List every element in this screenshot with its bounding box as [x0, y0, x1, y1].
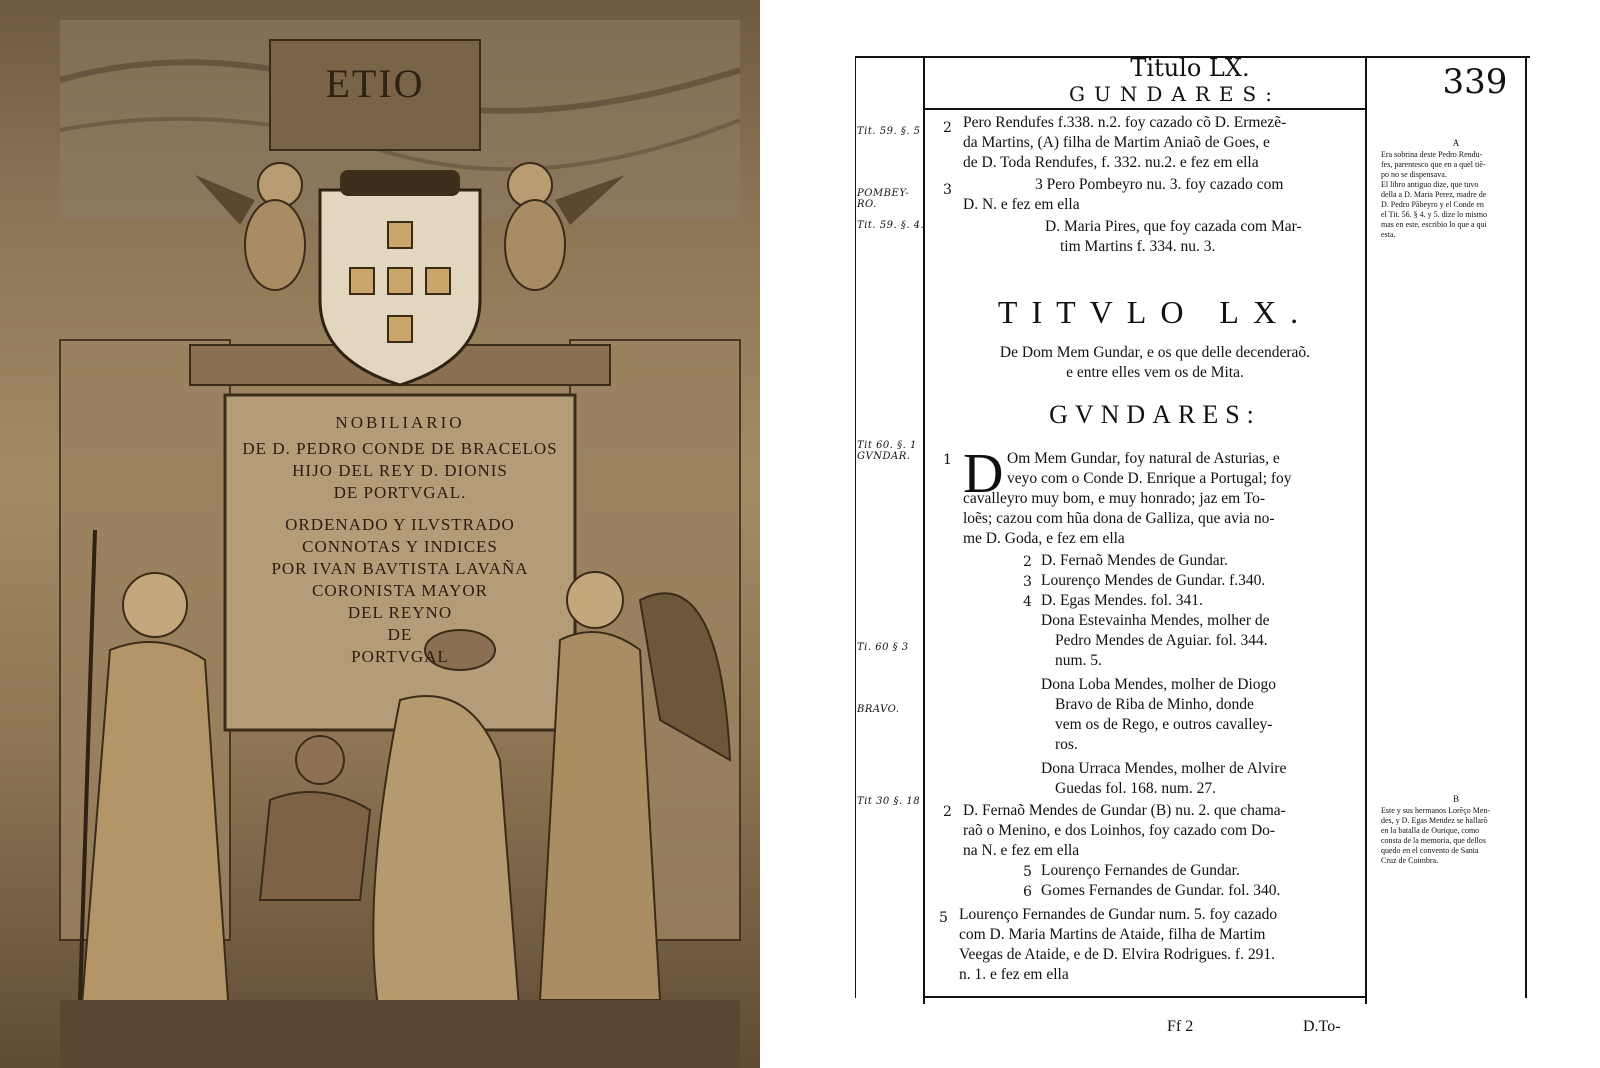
margin-ref: BRAVO. [857, 704, 900, 715]
frontispiece-engraving [0, 0, 760, 1068]
text-line: Pero Rendufes f.338. n.2. foy cazado cõ D. Ermezẽ- [963, 114, 1287, 131]
entry-number: 3 [943, 182, 952, 198]
text-line: Dona Loba Mendes, molher de Diogo [1041, 676, 1277, 693]
entry-number: 6 [1023, 884, 1032, 900]
rule-left-outer [855, 58, 856, 998]
text-line: Dona Urraca Mendes, molher de Alvire [1041, 760, 1287, 777]
catchword: D.To- [1303, 1018, 1341, 1035]
text-line: da Martins, (A) filha de Martim Aniaõ de Goes, e [963, 134, 1270, 151]
note-line: po no se dispensava. [1381, 170, 1447, 179]
plaque-line: CORONISTA MAYOR [312, 581, 488, 600]
rule-bottom [925, 996, 1365, 998]
chapter-description: e entre elles vem os de Mita. [1066, 364, 1244, 381]
note-line: El libro antiguo dize, que tuvo [1381, 180, 1479, 189]
text-line: Dona Estevainha Mendes, molher de [1041, 612, 1270, 629]
text-line: D. Egas Mendes. fol. 341. [1041, 592, 1203, 609]
text-line: D. Maria Pires, que foy cazada com Mar- [1045, 218, 1302, 235]
text-line: me D. Goda, e fez em ella [963, 530, 1125, 547]
plaque-line: ORDENADO Y ILVSTRADO [285, 515, 515, 534]
text-line: loẽs; cazou com hũa dona de Galliza, que avia no- [963, 510, 1275, 527]
ornament-lettering: ETIO [325, 61, 425, 106]
note-line: en la batalla de Ourique, como [1381, 826, 1480, 835]
note-line: esta. [1381, 230, 1396, 239]
text-line: D. Fernaõ Mendes de Gundar. [1041, 552, 1228, 569]
entry-number: 1 [943, 452, 952, 468]
printed-page [855, 48, 1555, 1058]
note-line: D. Pedro Pãbeyro y el Conde en [1381, 200, 1484, 209]
text-line: Om Mem Gundar, foy natural de Asturias, e [1007, 450, 1280, 467]
note-line: fes, parentesco que en a quel tiẽ- [1381, 160, 1486, 169]
entry-number: 2 [943, 804, 952, 820]
side-note-b [1381, 806, 1531, 866]
plaque-line: PORTVGAL [351, 647, 449, 666]
entry-number: 2 [943, 120, 952, 136]
text-line: 3 Pero Pombeyro nu. 3. foy cazado com [1035, 176, 1284, 193]
margin-ref: Tit. 59. §. 5 [857, 126, 921, 137]
note-line: des, y D. Egas Mendez se hallarõ [1381, 816, 1488, 825]
plaque-line: POR IVAN BAVTISTA LAVAÑA [271, 559, 529, 578]
chapter-description: De Dom Mem Gundar, e os que delle decenderaõ. [999, 344, 1311, 361]
entry-number: 2 [1023, 554, 1032, 570]
note-line: mas en este, escribio lo que a qui [1381, 220, 1487, 229]
text-line: Bravo de Riba de Minho, donde [1055, 696, 1254, 713]
text-line: n. 1. e fez em ella [959, 966, 1069, 983]
text-line: na N. e fez em ella [963, 842, 1080, 859]
note-line: consta de la memoria, que dellos [1381, 836, 1486, 845]
text-line: Lourenço Fernandes de Gundar. [1041, 862, 1240, 879]
page-number: 339 [1442, 62, 1508, 102]
text-line: raõ o Menino, e dos Loinhos, foy cazado com Do- [963, 822, 1276, 839]
margin-ref: Tit 30 §. 18 [857, 796, 921, 807]
plaque-line: DEL REYNO [347, 603, 453, 622]
note-line: Este y sus hermanos Lorẽço Men- [1381, 806, 1491, 815]
text-line: de D. Toda Rendufes, f. 332. nu.2. e fez em ella [963, 154, 1259, 171]
entry-number: 5 [939, 910, 948, 926]
text-line: num. 5. [1055, 652, 1102, 669]
text-line: tim Martins f. 334. nu. 3. [1060, 238, 1216, 255]
text-line: D. N. e fez em ella [963, 196, 1080, 213]
margin-ref: Tit 60. §. 1 GVNDAR. [857, 440, 917, 462]
note-b-letter: B [1452, 794, 1459, 804]
text-line: veyo com o Conde D. Enrique a Portugal; foy [1007, 470, 1292, 487]
text-line: D. Fernaõ Mendes de Gundar (B) nu. 2. que chama- [963, 802, 1286, 819]
note-a-letter: A [1452, 138, 1460, 148]
margin-ref: Tit. 59. §. 4. [857, 220, 925, 231]
entry-number: 4 [1023, 594, 1032, 610]
text-line: Pedro Mendes de Aguiar. fol. 344. [1055, 632, 1268, 649]
plaque-line: HIJO DEL REY D. DIONIS [292, 461, 508, 480]
note-line: Era sobrina deste Pedro Rendu- [1381, 150, 1483, 159]
text-line: Guedas fol. 168. num. 27. [1055, 780, 1217, 797]
text-line: com D. Maria Martins de Ataide, filha de Martim [959, 926, 1266, 943]
text-line: ros. [1055, 736, 1078, 753]
note-line: quedo en el convento de Santa [1381, 846, 1479, 855]
plaque-line: DE D. PEDRO CONDE DE BRACELOS [242, 439, 558, 458]
plaque-line: DE [387, 625, 413, 644]
note-line: el Tit. 56. § 4. y 5. dize lo mismo [1381, 210, 1488, 219]
side-note-a [1381, 150, 1531, 240]
drop-capital: D [963, 443, 1004, 505]
rule-right-inner [1365, 56, 1367, 1004]
text-line: Veegas de Ataide, e de D. Elvira Rodrigues. f. 291. [959, 946, 1275, 963]
title-plaque [230, 408, 570, 668]
plaque-line: DE PORTVGAL. [333, 483, 467, 502]
margin-ref: POMBEY-RO. [857, 188, 910, 210]
note-line: della a D. Maria Perez, madre de [1381, 190, 1487, 199]
rule-header [925, 108, 1365, 110]
plaque-line: CONNOTAS Y INDICES [302, 537, 498, 556]
running-subtitle: GUNDARES: [1069, 82, 1281, 106]
entry-number: 3 [1023, 574, 1032, 590]
text-line: Lourenço Fernandes de Gundar num. 5. foy cazado [959, 906, 1278, 923]
margin-ref: Ti. 60 § 3 [857, 642, 909, 653]
chapter-subtitle: GVNDARES: [1049, 400, 1261, 429]
text-line: vem os de Rego, e outros cavalley- [1055, 716, 1273, 733]
text-line: cavalleyro muy bom, e muy honrado; jaz em To- [963, 490, 1266, 507]
text-line: Gomes Fernandes de Gundar. fol. 340. [1041, 882, 1281, 899]
text-line: Lourenço Mendes de Gundar. f.340. [1041, 572, 1266, 589]
entry-number: 5 [1023, 864, 1032, 880]
chapter-title: TITVLO LX. [997, 294, 1313, 330]
signature-mark: Ff 2 [1167, 1018, 1194, 1035]
running-title: Titulo LX. [1130, 54, 1250, 82]
note-line: Cruz de Coimbra. [1381, 856, 1439, 865]
plaque-title: NOBILIARIO [335, 413, 465, 432]
